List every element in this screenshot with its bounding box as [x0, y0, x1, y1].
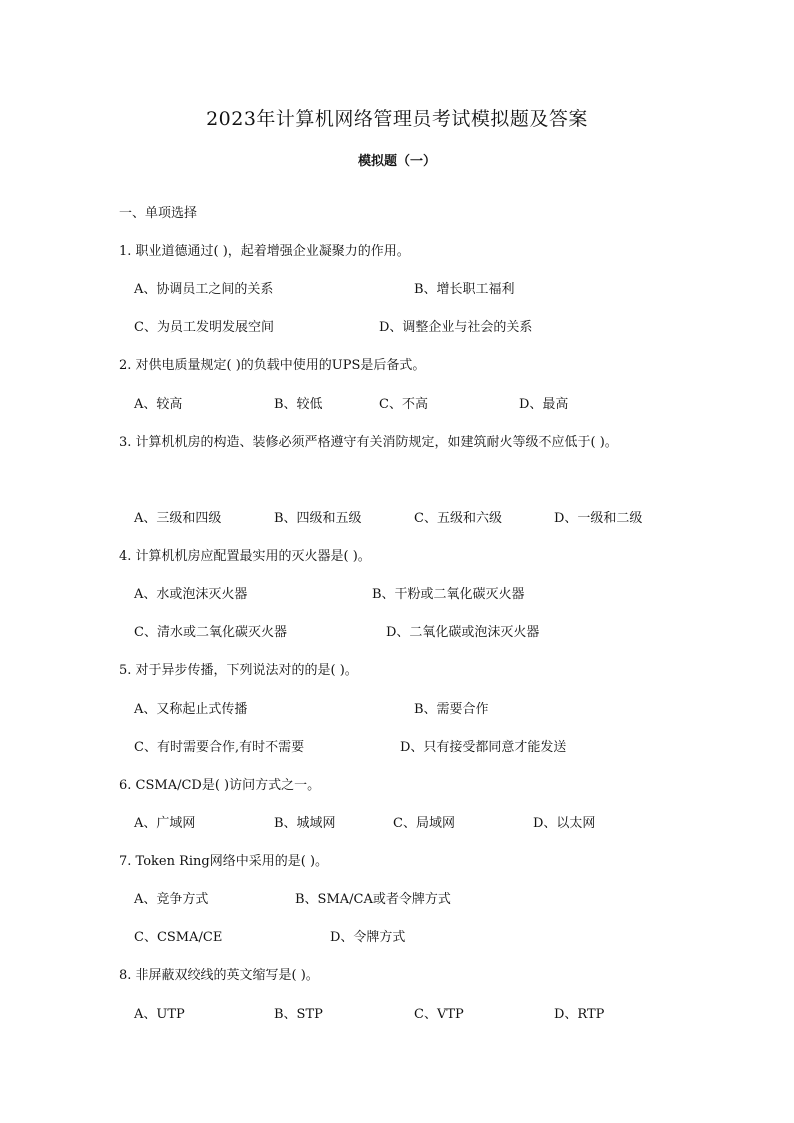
question-8-option-a: A、UTP: [134, 1007, 185, 1022]
question-4-stem: 4. 计算机机房应配置最实用的灭火器是( )。: [119, 549, 371, 564]
question-1-option-a: A、协调员工之间的关系: [134, 282, 274, 297]
question-8-option-b: B、STP: [274, 1007, 323, 1022]
question-5-option-b: B、需要合作: [414, 702, 489, 717]
question-1-stem: 1. 职业道德通过( )，起着增强企业凝聚力的作用。: [119, 244, 410, 259]
question-6-stem: 6. CSMA/CD是( )访问方式之一。: [119, 778, 321, 793]
question-3-option-c: C、五级和六级: [414, 511, 502, 526]
question-7-option-c: C、CSMA/CE: [134, 930, 223, 945]
question-7-option-a: A、竞争方式: [134, 892, 209, 907]
question-2-option-a: A、较高: [134, 397, 183, 412]
question-1-option-c: C、为员工发明发展空间: [134, 320, 274, 335]
question-5-option-a: A、又称起止式传播: [134, 702, 248, 717]
question-3-option-b: B、四级和五级: [274, 511, 362, 526]
question-6-option-a: A、广域网: [134, 816, 196, 831]
question-3-option-a: A、三级和四级: [134, 511, 222, 526]
question-7-option-b: B、SMA/CA或者令牌方式: [295, 892, 451, 907]
question-6-option-b: B、城域网: [274, 816, 336, 831]
question-2-option-b: B、较低: [274, 397, 323, 412]
question-4-option-a: A、水或泡沫灭火器: [134, 587, 248, 602]
question-5-option-c: C、有时需要合作,有时不需要: [134, 740, 305, 755]
question-8-option-c: C、VTP: [414, 1007, 464, 1022]
question-3-option-d: D、一级和二级: [554, 511, 643, 526]
section-heading: 一、单项选择: [119, 206, 198, 221]
document-title: 2023年计算机网络管理员考试模拟题及答案: [206, 108, 588, 130]
question-8-stem: 8. 非屏蔽双绞线的英文缩写是( )。: [119, 968, 319, 983]
question-1-option-d: D、调整企业与社会的关系: [379, 320, 533, 335]
question-2-option-c: C、不高: [379, 397, 428, 412]
question-7-stem: 7. Token Ring网络中采用的是( )。: [119, 854, 329, 869]
question-1-option-b: B、增长职工福利: [414, 282, 515, 297]
question-5-option-d: D、只有接受都同意才能发送: [400, 740, 567, 755]
question-4-option-b: B、干粉或二氧化碳灭火器: [372, 587, 525, 602]
question-6-option-d: D、以太网: [533, 816, 596, 831]
question-3-stem: 3. 计算机机房的构造、装修必须严格遵守有关消防规定，如建筑耐火等级不应低于( )。: [119, 435, 618, 450]
question-2-option-d: D、最高: [519, 397, 569, 412]
question-6-option-c: C、局域网: [393, 816, 455, 831]
question-2-stem: 2. 对供电质量规定( )的负载中使用的UPS是后备式。: [119, 358, 426, 373]
question-8-option-d: D、RTP: [554, 1007, 605, 1022]
question-4-option-c: C、清水或二氧化碳灭火器: [134, 625, 287, 640]
document-subtitle: 模拟题（一）: [357, 154, 436, 169]
question-4-option-d: D、二氧化碳或泡沫灭火器: [386, 625, 540, 640]
question-5-stem: 5. 对于异步传播，下列说法对的的是( )。: [119, 663, 358, 678]
question-7-option-d: D、令牌方式: [330, 930, 406, 945]
